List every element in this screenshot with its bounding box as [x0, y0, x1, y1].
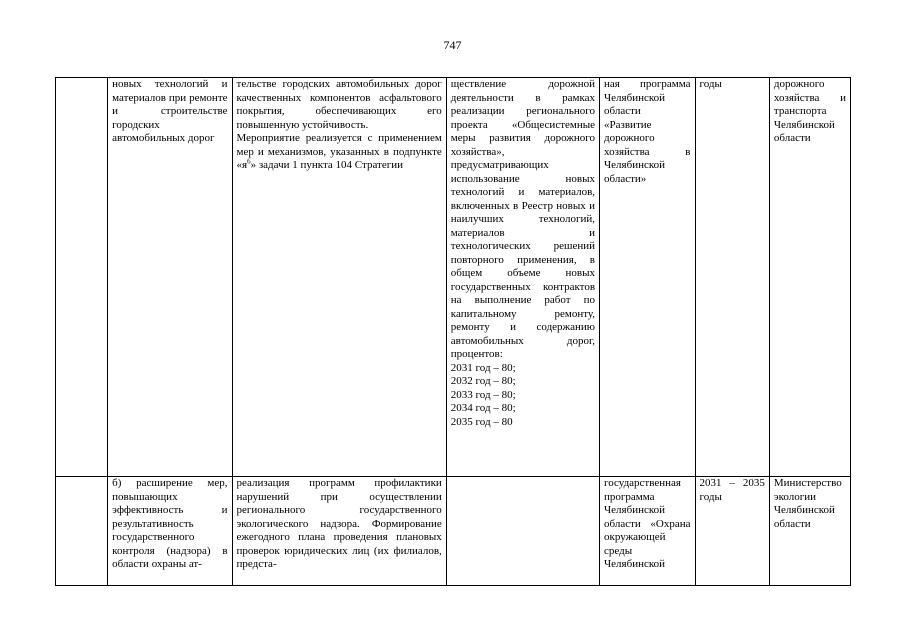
period-cell: 2031 – 2035 годы — [695, 477, 769, 586]
indicator-value: 2034 год – 80; — [450, 402, 516, 414]
task-cell: новых технологий и материалов при ремонте и строительстве городских автомобильных дорог — [108, 78, 232, 477]
measure-paragraph: Мероприятие реализуется с применением мер и механизмов, указанных в подпункте «я — [236, 132, 442, 171]
page-number: 747 — [443, 38, 462, 52]
program-cell: ная программа Челябинской области «Развитие дорожного хозяйства в Челябинской области» — [600, 78, 695, 477]
indicator-value: 2032 год – 80; — [450, 375, 516, 387]
row-number-cell — [56, 477, 108, 586]
indicator-value: 2033 год – 80; — [450, 388, 516, 401]
measure-paragraph-tail: » задачи 1 пункта 104 Стратегии — [250, 159, 404, 171]
table-row — [56, 78, 851, 477]
period-cell: годы — [695, 78, 769, 477]
indicator-value: 2035 год – 80 — [450, 415, 513, 428]
measures-table — [55, 77, 851, 586]
indicator-value: 2031 год – 80; — [450, 361, 516, 374]
program-cell: государственная программа Челябинской области «Охрана окружающей среды Челябинской — [600, 477, 695, 586]
footnote-superscript: 6 — [247, 157, 251, 166]
indicator-text: ществление дорожной деятельности в рамках реализации регионального проекта «Общесистемные меры развития дорожного хозяйства», предусматривающих использование новых технологий и материалов, включенных в Реестр новых и наилучших технологий, материалов и технологических решений повторного применения, в общем объеме новых государственных контрактов на выполнение работ по капитальному ремонту, ремонту и содержанию автомобильных дорог, процентов: — [450, 78, 596, 360]
indicator-cell — [446, 78, 599, 477]
executor-cell: Министерство экологии Челябинской области — [769, 477, 850, 586]
task-cell: б) расширение мер, повышающих эффективность и результативность государственного контроля (надзора) в области охраны ат- — [108, 477, 232, 586]
row-number-cell — [56, 78, 108, 477]
measure-cell — [232, 78, 446, 477]
measure-paragraph: тельстве городских автомобильных дорог качественных компонентов асфальтового покрытия, обеспечивающих его повышенную устойчивость. — [236, 78, 442, 131]
indicator-cell — [446, 477, 599, 586]
measure-cell: реализация программ профилактики нарушений при осуществлении регионального государственного экологического надзора. Формирование ежегодного плана проведения плановых проверок юридических лиц (их филиалов, предста- — [232, 477, 446, 586]
table-row — [56, 477, 851, 586]
executor-cell: дорожного хозяйства и транспорта Челябинской области — [769, 78, 850, 477]
